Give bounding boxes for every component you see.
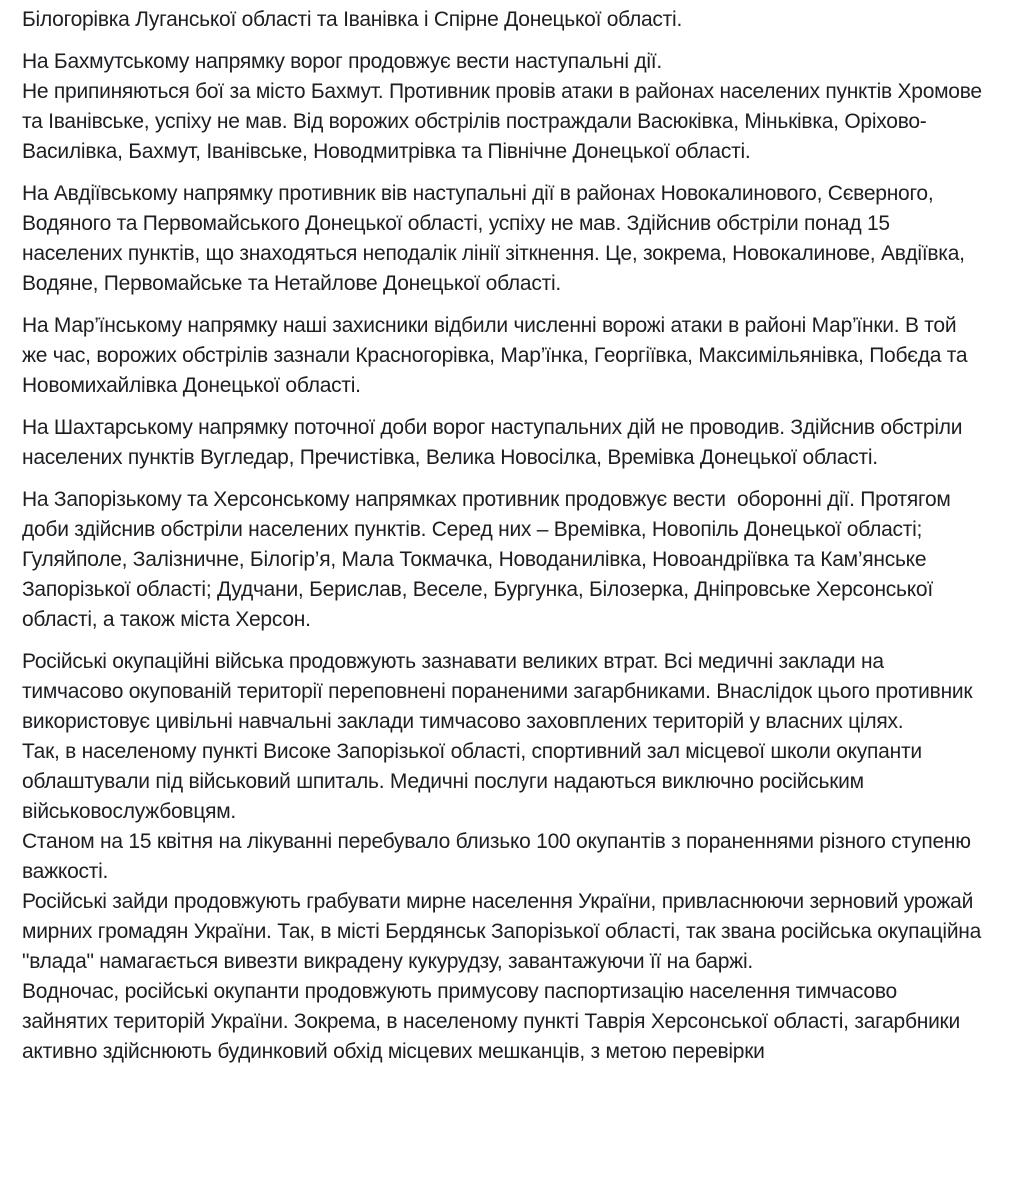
report-paragraph: На Шахтарському напрямку поточної доби ворог наступальних дій не проводив. Здійснив обстріли населених пунктів Вугледар, Пречистівка, Велика Новосілка, Времівка Донецької області.	[22, 416, 968, 469]
report-section-occupiers-losses	[22, 647, 985, 1067]
report-section-shakhtarsk	[22, 413, 985, 473]
report-section-bakhmut	[22, 47, 988, 167]
report-paragraph: Російські зайди продовжують грабувати мирне населення України, привласнюючи зерновий урожай мирних громадян України. Так, в місті Бердянськ Запорізької області, так звана російська окупаційна "влада" намагається вивезти викрадену кукурудзу, завантажуючи її на баржі.	[22, 890, 987, 973]
report-paragraph: На Запорізькому та Херсонському напрямках противник продовжує вести оборонні дії. Протягом доби здійснив обстріли населених пунктів. Серед них – Времівка, Новопіль Донецької області; Гуляйполе, Залізничне, Білогір’я, Мала Токмачка, Новоданилівка, Новоандріївка та Кам’янське Запорізької області; Дудчани, Берислав, Веселе, Бургунка, Білозерка, Дніпровське Херсонської області, а також міста Херсон.	[22, 488, 957, 631]
report-paragraph: На Бахмутському напрямку ворог продовжує вести наступальні дії.	[22, 50, 662, 73]
report-section-zaporizhzhia-kherson	[22, 485, 985, 635]
report-paragraph: Водночас, російські окупанти продовжують примусову паспортизацію населення тимчасово зайнятих територій України. Зокрема, в населеному пункті Таврія Херсонської області, загарбники активно здійснюють будинковий обхід місцевих мешканців, з метою перевірки	[22, 980, 966, 1063]
report-paragraph: Станом на 15 квітня на лікуванні перебувало близько 100 окупантів з пораненнями різного ступеню важкості.	[22, 830, 977, 883]
report-paragraph: Не припиняються бої за місто Бахмут. Противник провів атаки в районах населених пунктів Хромове та Іванівське, успіху не мав. Від ворожих обстрілів постраждали Васюківка, Міньківка, Оріхово-Василівка, Бахмут, Іванівське, Новодмитрівка та Північне Донецької області.	[22, 80, 988, 163]
report-section-avdiivka	[22, 179, 985, 299]
report-section-marinka	[22, 311, 985, 401]
report-paragraph: Так, в населеному пункті Високе Запорізької області, спортивний зал місцевої школи окупанти облаштували під військовий шпиталь. Медичні послуги надаються виключно російським військовослужбовцям.	[22, 740, 928, 823]
report-paragraph: Російські окупаційні війська продовжують зазнавати великих втрат. Всі медичні заклади на тимчасово окупованій території переповнені пораненими загарбниками. Внаслідок цього противник використовує цивільні навчальні заклади тимчасово заховплених територій у власних цілях.	[22, 650, 978, 733]
report-paragraph: Білогорівка Луганської області та Іванівка і Спірне Донецької області.	[22, 8, 683, 31]
report-paragraph: На Мар’їнському напрямку наші захисники відбили численні ворожі атаки в районі Мар’їнки. В той же час, ворожих обстрілів зазнали Красногорівка, Мар’їнка, Георгіївка, Максимільянівка, Побєда та Новомихайлівка Донецької області.	[22, 314, 973, 397]
report-section-intro-tail	[22, 5, 985, 35]
report-paragraph: На Авдіївському напрямку противник вів наступальні дії в районах Новокалинового, Сєверного, Водяного та Первомайського Донецької області, успіху не мав. Здійснив обстріли понад 15 населених пунктів, що знаходяться неподалік лінії зіткнення. Це, зокрема, Новокалинове, Авдіївка, Водяне, Первомайське та Нетайлове Донецької області.	[22, 182, 971, 295]
